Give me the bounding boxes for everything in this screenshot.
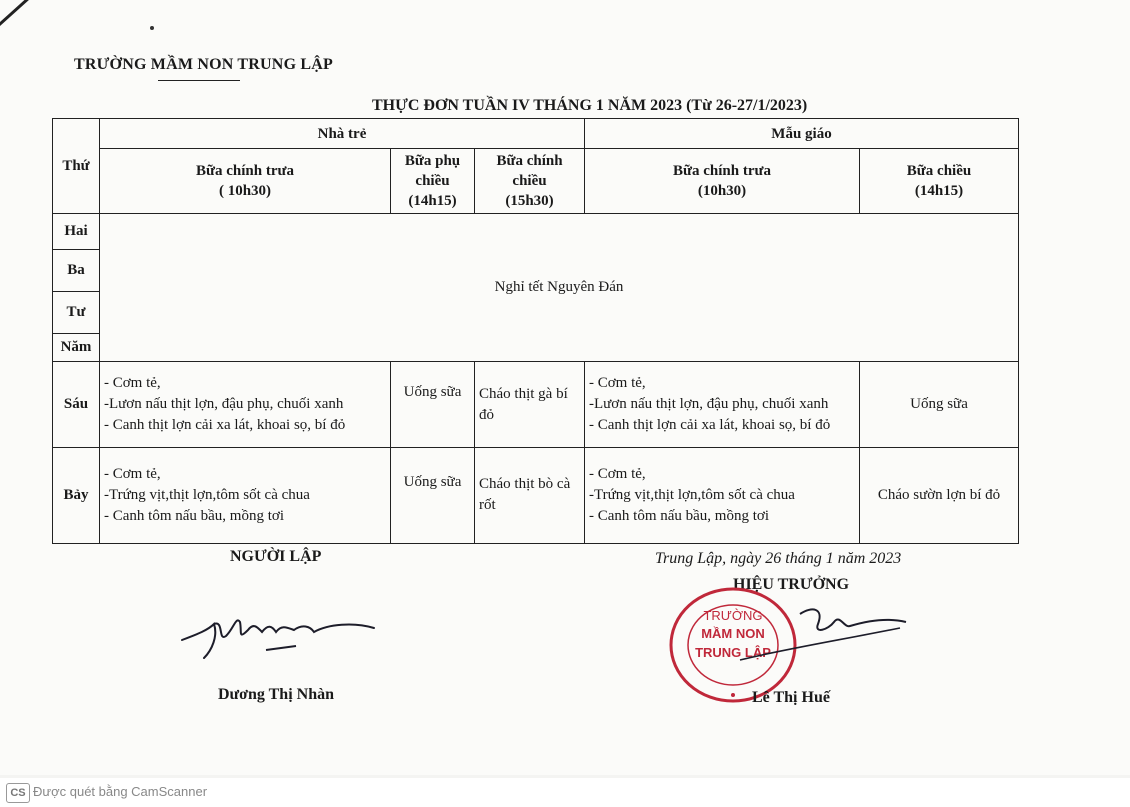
friday-nursery-main [100, 362, 391, 448]
list-item: -Trứng vịt,thịt lợn,tôm sốt cà chua [104, 487, 310, 503]
header-kinder-afternoon-time: (14h15) [914, 183, 964, 199]
menu-title: THỰC ĐƠN TUẦN IV THÁNG 1 NĂM 2023 (Từ 26-27/1/2023) [372, 97, 808, 114]
saturday-nursery-snack: Uống sữa [391, 448, 475, 544]
header-nursery-main-label: Bữa chính trưa [195, 163, 294, 179]
day-tuesday: Ba [53, 250, 100, 292]
preparer-signature [178, 606, 388, 666]
list-item: - Canh tôm nấu bầu, mồng tơi [104, 508, 284, 524]
saturday-nursery-main [100, 448, 391, 544]
header-nursery-afternoon-time: (15h30) [505, 193, 554, 209]
list-item: -Lươn nấu thịt lợn, đậu phụ, chuối xanh [589, 396, 829, 412]
camscanner-watermark [0, 778, 1130, 807]
date-line: Trung Lập, ngày 26 tháng 1 năm 2023 [655, 550, 902, 567]
list-item: - Cơm tẻ, [104, 375, 161, 391]
header-nursery-afternoon [475, 149, 585, 214]
menu-table [52, 118, 1019, 544]
ink-dot [150, 26, 154, 30]
school-underline [158, 80, 240, 81]
seal-line-1: TRƯỜNG [703, 608, 763, 623]
saturday-nursery-afternoon: Cháo thịt bò cà rốt [475, 448, 585, 544]
list-item: - Cơm tẻ, [589, 466, 646, 482]
list-item: - Cơm tẻ, [104, 466, 161, 482]
day-thursday: Năm [53, 334, 100, 362]
header-kinder-main [585, 149, 860, 214]
list-item: - Canh tôm nấu bầu, mồng tơi [589, 508, 769, 524]
principal-label: HIỆU TRƯỞNG [733, 576, 850, 593]
saturday-kinder-main [585, 448, 860, 544]
principal-signature [700, 600, 910, 680]
header-nursery: Nhà trẻ [100, 119, 585, 149]
header-nursery-snack-time: (14h15) [408, 193, 457, 209]
header-nursery-main [100, 149, 391, 214]
saturday-kinder-afternoon: Cháo sườn lợn bí đỏ [860, 448, 1019, 544]
header-day: Thứ [53, 119, 100, 214]
header-nursery-main-time: ( 10h30) [218, 183, 272, 199]
preparer-label: NGƯỜI LẬP [230, 548, 322, 565]
principal-name: Lê Thị Huế [752, 689, 830, 706]
day-friday: Sáu [53, 362, 100, 448]
list-item: -Trứng vịt,thịt lợn,tôm sốt cà chua [589, 487, 795, 503]
day-wednesday: Tư [53, 292, 100, 334]
preparer-name: Dương Thị Nhàn [218, 686, 334, 703]
day-monday: Hai [53, 214, 100, 250]
header-nursery-snack-label: Bữa phụ chiều [404, 153, 461, 189]
header-kinder-main-time: (10h30) [697, 183, 747, 199]
header-kinder-afternoon [860, 149, 1019, 214]
header-kindergarten: Mẫu giáo [585, 119, 1019, 149]
page-corner-edge [0, 0, 86, 42]
header-nursery-afternoon-label: Bữa chính chiều [496, 153, 563, 189]
header-kinder-main-label: Bữa chính trưa [672, 163, 771, 179]
holiday-note: Nghỉ tết Nguyên Đán [100, 214, 1019, 362]
list-item: - Canh thịt lợn cải xa lát, khoai sọ, bí đỏ [104, 417, 346, 433]
camscanner-logo-icon: CS [6, 783, 30, 803]
list-item: - Canh thịt lợn cải xa lát, khoai sọ, bí đỏ [589, 417, 831, 433]
seal-line-2: MẦM NON [701, 626, 765, 641]
list-item: - Cơm tẻ, [589, 375, 646, 391]
friday-kinder-main [585, 362, 860, 448]
friday-nursery-snack: Uống sữa [391, 362, 475, 448]
day-saturday: Bảy [53, 448, 100, 544]
friday-kinder-afternoon: Uống sữa [860, 362, 1019, 448]
friday-nursery-afternoon: Cháo thịt gà bí đỏ [475, 362, 585, 448]
seal-line-3: TRUNG LẬP [695, 645, 771, 660]
list-item: -Lươn nấu thịt lợn, đậu phụ, chuối xanh [104, 396, 344, 412]
school-name: TRƯỜNG MẦM NON TRUNG LẬP [74, 56, 334, 73]
camscanner-text: Được quét bằng CamScanner [33, 784, 208, 799]
header-nursery-snack [391, 149, 475, 214]
header-kinder-afternoon-label: Bữa chiều [906, 163, 972, 179]
